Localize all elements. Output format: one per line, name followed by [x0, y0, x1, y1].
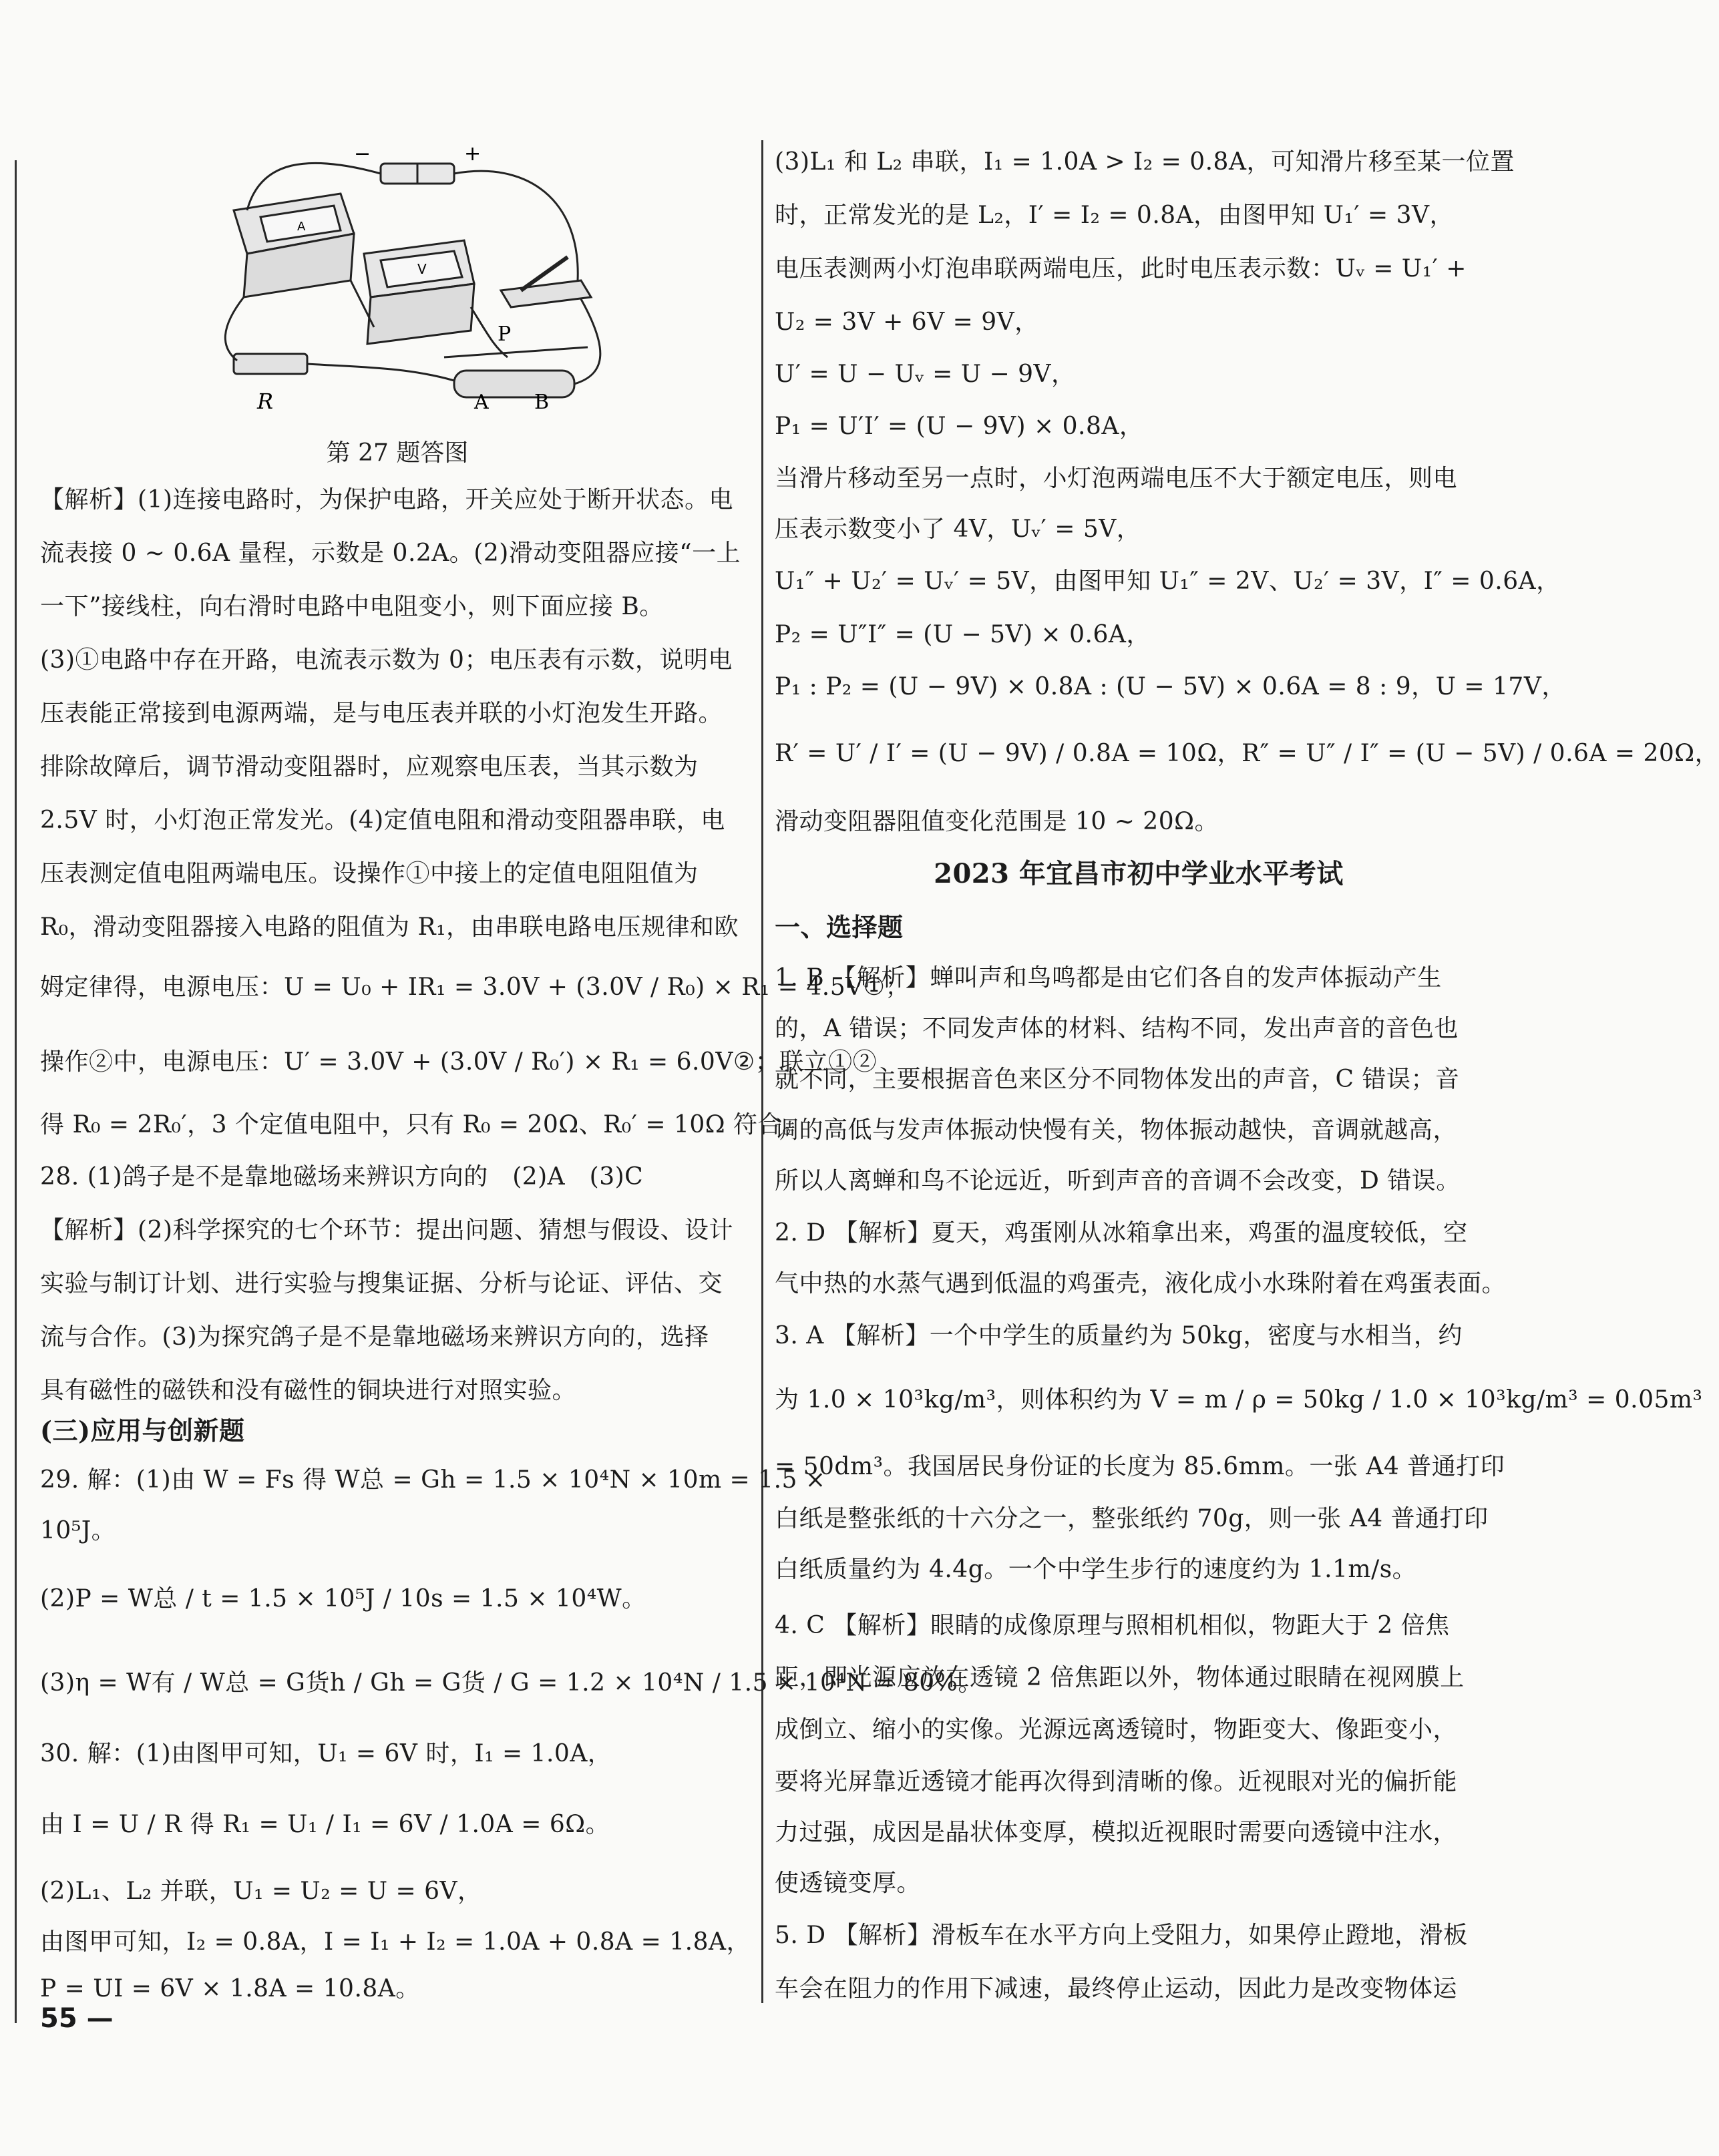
right-line: U′ = U − Uᵥ = U − 9V，	[775, 361, 1076, 388]
left-line: 流与合作。(3)为探究鸽子是不是靠地磁场来辨识方向的，选择	[40, 1323, 709, 1351]
right-line: 距，即光源应放在透镜 2 倍焦距以外，物体通过眼睛在视网膜上	[775, 1664, 1465, 1691]
battery-plus-label: +	[464, 142, 482, 166]
right-line: 压表示数变小了 4V，Uᵥ′ = 5V，	[775, 515, 1141, 543]
voltmeter-label: V	[417, 261, 427, 277]
left-line: 压表测定值电阻两端电压。设操作①中接上的定值电阻阻值为	[40, 860, 699, 887]
right-line: 白纸质量约为 4.4g。一个中学生步行的速度约为 1.1m/s。	[775, 1556, 1417, 1583]
right-line: = 50dm³。我国居民身份证的长度为 85.6mm。一张 A4 普通打印	[775, 1453, 1505, 1480]
terminal-a-label: A	[474, 391, 489, 414]
left-line: 10⁵J。	[40, 1517, 116, 1544]
left-line: 具有磁性的磁铁和没有磁性的铜块进行对照实验。	[40, 1377, 577, 1404]
right-line: 力过强，成因是晶状体变厚，模拟近视眼时需要向透镜中注水，	[775, 1819, 1458, 1846]
left-line: 排除故障后，调节滑动变阻器时，应观察电压表，当其示数为	[40, 753, 699, 781]
left-line: 2.5V 时，小灯泡正常发光。(4)定值电阻和滑动变阻器串联，电	[40, 807, 725, 834]
left-line: 29. 解：(1)由 W = Fs 得 W总 = Gh = 1.5 × 10⁴N × 10m = 1.5 ×	[40, 1466, 826, 1494]
ammeter-label: A	[297, 220, 306, 234]
left-line: 得 R₀ = 2R₀′，3 个定值电阻中，只有 R₀ = 20Ω、R₀′ = 10Ω 符合。	[40, 1111, 807, 1138]
right-line: U₂ = 3V + 6V = 9V，	[775, 308, 1039, 336]
section-heading: 一、选择题	[775, 912, 904, 942]
right-line: P₁ = U′I′ = (U − 9V) × 0.8A，	[775, 413, 1144, 440]
right-line: 3. A 【解析】一个中学生的质量约为 50kg，密度与水相当，约	[775, 1322, 1463, 1349]
right-line: 白纸是整张纸的十六分之一，整张纸约 70g，则一张 A4 普通打印	[775, 1505, 1489, 1532]
right-line: 滑动变阻器阻值变化范围是 10 ~ 20Ω。	[775, 808, 1219, 835]
right-line: 成倒立、缩小的实像。光源远离透镜时，物距变大、像距变小，	[775, 1716, 1458, 1743]
left-line: 压表能正常接到电源两端，是与电压表并联的小灯泡发生开路。	[40, 700, 723, 727]
right-line: P₁ : P₂ = (U − 9V) × 0.8A : (U − 5V) × 0.6A = 8 : 9，U = 17V，	[775, 673, 1566, 700]
right-line: (3)L₁ 和 L₂ 串联，I₁ = 1.0A > I₂ = 0.8A，可知滑片移至某一位置	[775, 148, 1515, 176]
right-line: 调的高低与发声体振动快慢有关，物体振动越快，音调就越高，	[775, 1116, 1458, 1144]
left-line: (3)η = W有 / W总 = G货h / Gh = G货 / G = 1.2 × 10⁴N / 1.5 × 10⁴N = 80%。	[40, 1669, 982, 1697]
right-line: 的，A 错误；不同发声体的材料、结构不同，发出声音的音色也	[775, 1015, 1459, 1042]
left-line: (2)P = W总 / t = 1.5 × 10⁵J / 10s = 1.5 × 10⁴W。	[40, 1585, 646, 1612]
left-line: 操作②中，电源电压：U′ = 3.0V + (3.0V / R₀′) × R₁ = 6.0V②；联立①②	[40, 1048, 878, 1076]
section-heading: (三)应用与创新题	[40, 1416, 245, 1446]
left-line: P = UI = 6V × 1.8A = 10.8A。	[40, 1975, 420, 2002]
battery-minus-label: −	[354, 142, 371, 166]
right-line: 2. D 【解析】夏天，鸡蛋刚从冰箱拿出来，鸡蛋的温度较低，空	[775, 1219, 1468, 1247]
right-line: 当滑片移动至另一点时，小灯泡两端电压不大于额定电压，则电	[775, 465, 1458, 492]
right-line: 车会在阻力的作用下减速，最终停止运动，因此力是改变物体运	[775, 1975, 1458, 2002]
left-line: 流表接 0 ~ 0.6A 量程，示数是 0.2A。(2)滑动变阻器应接“一上	[40, 540, 741, 567]
terminal-b-label: B	[534, 391, 550, 414]
left-line: 【解析】(1)连接电路时，为保护电路，开关应处于断开状态。电	[40, 486, 733, 513]
left-line: (2)L₁、L₂ 并联，U₁ = U₂ = U = 6V，	[40, 1878, 482, 1905]
left-line: 30. 解：(1)由图甲可知，U₁ = 6V 时，I₁ = 1.0A，	[40, 1740, 612, 1767]
left-line: 姆定律得，电源电压：U = U₀ + IR₁ = 3.0V + (3.0V / R₀) × R₁ = 4.5V①；	[40, 974, 910, 1001]
exam-title: 2023 年宜昌市初中学业水平考试	[934, 858, 1344, 889]
left-line: R₀，滑动变阻器接入电路的阻值为 R₁，由串联电路电压规律和欧	[40, 913, 739, 941]
right-line: 为 1.0 × 10³kg/m³，则体积约为 V = m / ρ = 50kg / 1.0 × 10³kg/m³ = 0.05m³	[775, 1386, 1703, 1414]
right-line: 电压表测两小灯泡串联两端电压，此时电压表示数：Uᵥ = U₁′ +	[775, 255, 1467, 282]
right-line: 所以人离蝉和鸟不论远近，听到声音的音调不会改变，D 错误。	[775, 1167, 1461, 1195]
left-line: 【解析】(2)科学探究的七个环节：提出问题、猜想与假设、设计	[40, 1217, 733, 1244]
left-margin-rule	[15, 160, 17, 2023]
right-line: 1. B 【解析】蝉叫声和鸟鸣都是由它们各自的发声体振动产生	[775, 964, 1442, 992]
left-line: 28. (1)鸽子是不是靠地磁场来辨识方向的 (2)A (3)C	[40, 1163, 644, 1191]
right-line: 使透镜变厚。	[775, 1870, 922, 1897]
right-line: 要将光屏靠近透镜才能再次得到清晰的像。近视眼对光的偏折能	[775, 1768, 1458, 1795]
right-line: R′ = U′ / I′ = (U − 9V) / 0.8A = 10Ω，R″ = U″ / I″ = (U − 5V) / 0.6A = 20Ω，	[775, 740, 1719, 767]
right-line: 气中热的水蒸气遇到低温的鸡蛋壳，液化成小水珠附着在鸡蛋表面。	[775, 1270, 1507, 1297]
right-line: 就不同，主要根据音色来区分不同物体发出的声音，C 错误；音	[775, 1066, 1460, 1093]
left-line: 由图甲可知，I₂ = 0.8A，I = I₁ + I₂ = 1.0A + 0.8A = 1.8A，	[40, 1928, 751, 1956]
right-line: U₁″ + U₂′ = Uᵥ′ = 5V，由图甲知 U₁″ = 2V、U₂′ = 3V，I″ = 0.6A，	[775, 568, 1561, 595]
circuit-diagram	[207, 142, 621, 414]
figure-caption: 第 27 题答图	[326, 439, 469, 467]
right-line: 4. C 【解析】眼睛的成像原理与照相机相似，物距大于 2 倍焦	[775, 1612, 1450, 1639]
page-number: 55 —	[40, 2003, 114, 2034]
left-line: (3)①电路中存在开路，电流表示数为 0；电压表有示数，说明电	[40, 646, 733, 674]
slider-p-label: P	[498, 322, 512, 346]
right-line: 时，正常发光的是 L₂，I′ = I₂ = 0.8A，由图甲知 U₁′ = 3V，	[775, 202, 1455, 229]
left-line: 一下”接线柱，向右滑时电路中电阻变小，则下面应接 B。	[40, 593, 664, 620]
left-line: 由 I = U / R 得 R₁ = U₁ / I₁ = 6V / 1.0A = 6Ω。	[40, 1811, 610, 1838]
right-line: 5. D 【解析】滑板车在水平方向上受阻力，如果停止蹬地，滑板	[775, 1922, 1468, 1949]
resistor-r-label: R	[257, 389, 274, 414]
right-line: P₂ = U″I″ = (U − 5V) × 0.6A，	[775, 621, 1151, 648]
left-line: 实验与制订计划、进行实验与搜集证据、分析与论证、评估、交	[40, 1270, 723, 1297]
